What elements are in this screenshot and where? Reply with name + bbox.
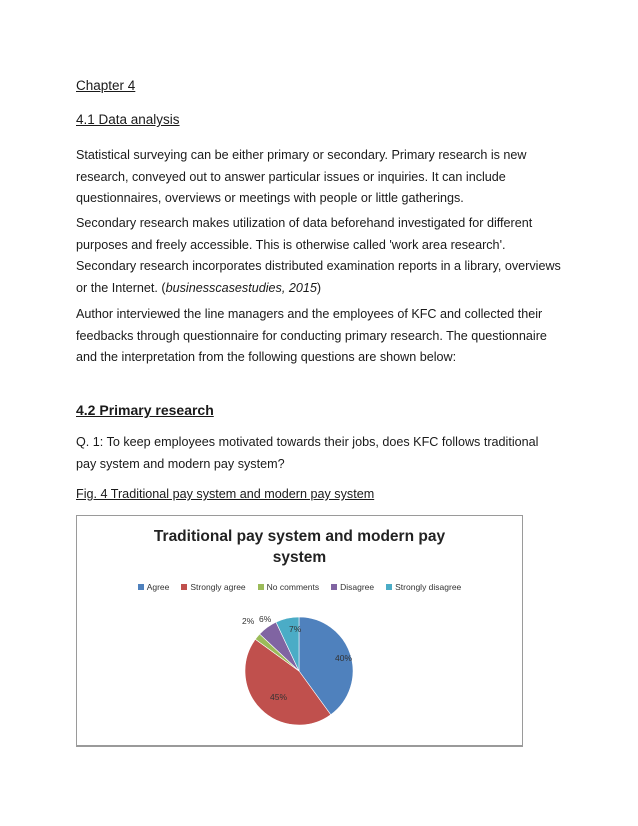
data-label: 7% (289, 624, 302, 634)
data-label: 45% (270, 692, 288, 702)
legend-label: Strongly agree (190, 582, 246, 592)
data-label: 6% (259, 614, 272, 624)
paragraph-primary-secondary (76, 145, 562, 210)
chapter-heading: Chapter 4 (76, 78, 136, 93)
paragraph-secondary-research (76, 213, 562, 299)
legend-label: No comments (266, 582, 320, 592)
citation: businesscasestudies, 2015 (165, 280, 317, 295)
section-heading-primary-research: 4.2 Primary research (76, 402, 214, 418)
chart-bottom-rule (76, 746, 523, 747)
paragraph-body: Secondary research makes utilization of data beforehand investigated for different purposes and freely accessible. This is otherwise called 'work area research'. Secondary research incorporates distributed examination reports in a library, overviews or the Internet. ( (76, 216, 561, 295)
data-label: 2% (242, 616, 255, 626)
paragraph-text: Author interviewed the line managers and the employees of KFC and collected their feedbacks through questionnaire for conducting primary research. The questionnaire and the interpretation from the following questions are shown below: (76, 307, 547, 364)
paragraph-author-interview (76, 304, 562, 369)
paragraph-text: Statistical surveying can be either primary or secondary. Primary research is new research, conveyed out to answer particular issues or inquiries. It can include questionnaires, overviews or meetings with people or little gatherings. (76, 148, 527, 205)
data-label: 40% (335, 653, 353, 663)
question-text (76, 432, 562, 475)
citation-close: ) (316, 280, 322, 295)
paragraph-text (76, 213, 562, 299)
pie-chart (76, 515, 523, 746)
figure-caption: Fig. 4 Traditional pay system and modern pay system (76, 487, 375, 501)
pie-plot-area (77, 516, 522, 745)
chart-title-line-2: system (272, 549, 327, 566)
legend-label: Strongly disagree (395, 582, 462, 592)
chart-title-line-1: Traditional pay system and modern pay (153, 528, 446, 545)
legend-label: Agree (146, 582, 170, 592)
question-body: Q. 1: To keep employees motivated towards their jobs, does KFC follows traditional pay system and modern pay system? (76, 435, 539, 471)
section-heading-data-analysis: 4.1 Data analysis (76, 112, 180, 127)
legend-label: Disagree (340, 582, 375, 592)
